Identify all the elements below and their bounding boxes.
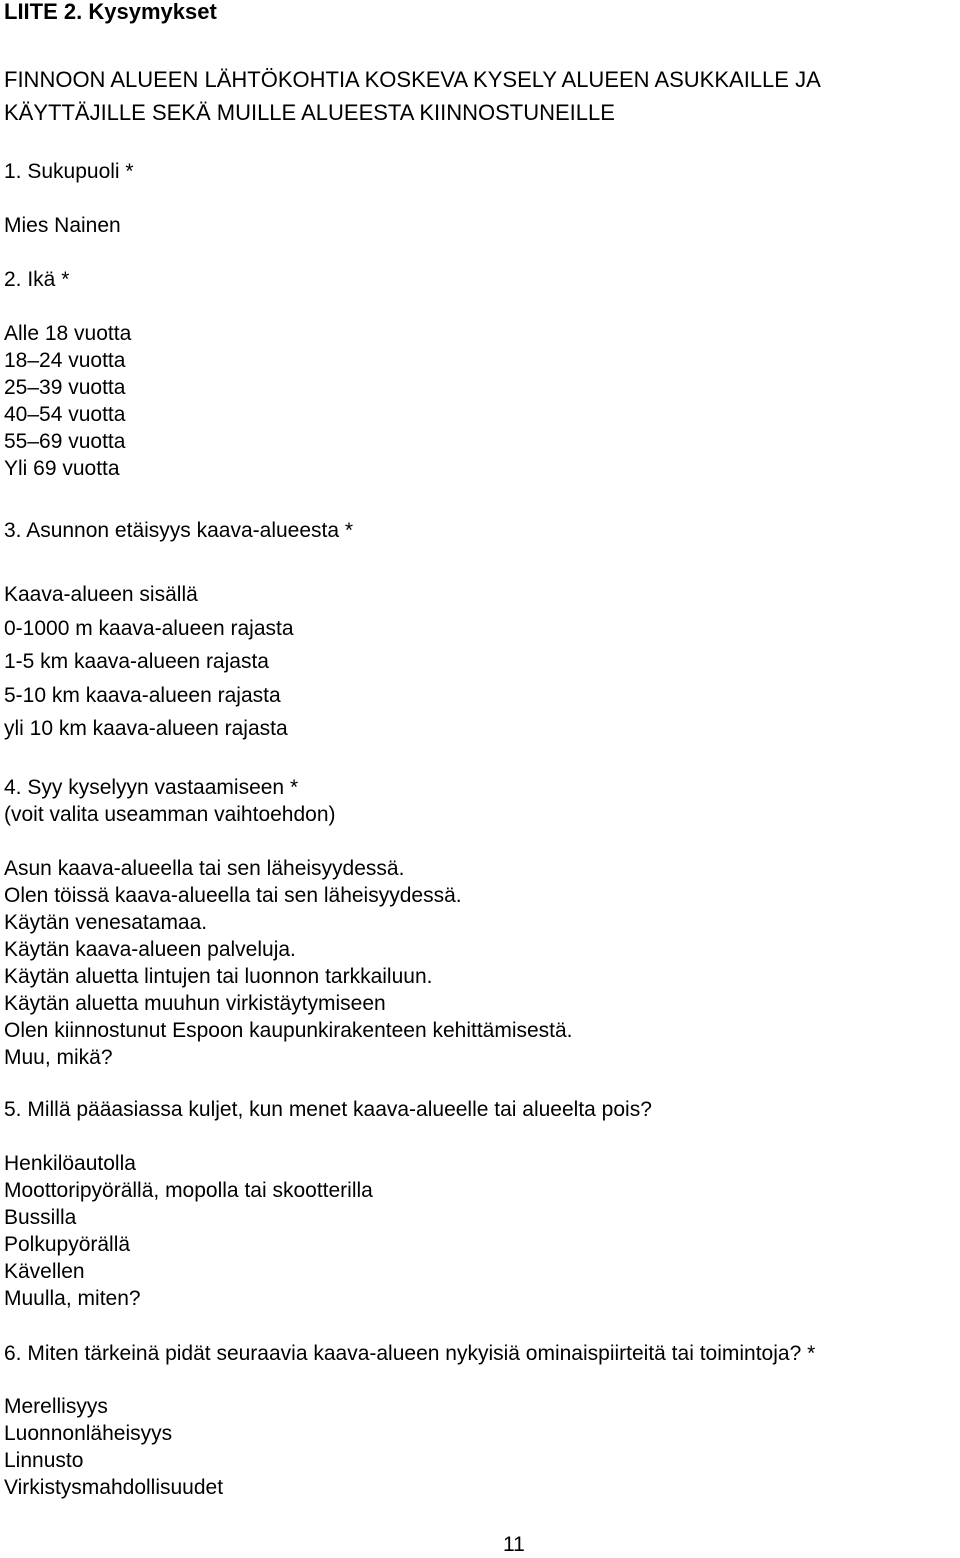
option-item: 55–69 vuotta bbox=[4, 430, 126, 453]
question-2-text: 2. Ikä * bbox=[4, 268, 70, 291]
option-item: Moottoripyörällä, mopolla tai skootterilla bbox=[4, 1179, 373, 1202]
option-item: 0-1000 m kaava-alueen rajasta bbox=[4, 616, 294, 640]
option-item: Linnusto bbox=[4, 1449, 84, 1472]
question-5-text: 5. Millä pääasiassa kuljet, kun menet kaava-alueelle tai alueelta pois? bbox=[4, 1098, 652, 1121]
question-4-options bbox=[4, 855, 573, 1071]
question-3-options bbox=[4, 578, 294, 746]
option-item: 25–39 vuotta bbox=[4, 376, 126, 399]
option-item: Muulla, miten? bbox=[4, 1287, 141, 1310]
option-item: Virkistysmahdollisuudet bbox=[4, 1476, 224, 1499]
option-item: Luonnonläheisyys bbox=[4, 1422, 173, 1445]
survey-title-line: FINNOON ALUEEN LÄHTÖKOHTIA KOSKEVA KYSELY ALUEEN ASUKKAILLE JA bbox=[4, 67, 821, 92]
option-item: 1-5 km kaava-alueen rajasta bbox=[4, 650, 269, 673]
question-1-text: 1. Sukupuoli * bbox=[4, 160, 134, 183]
option-item: Käytän aluetta lintujen tai luonnon tarkkailuun. bbox=[4, 965, 433, 988]
question-6-options bbox=[4, 1393, 223, 1501]
option-item: Kaava-alueen sisällä bbox=[4, 583, 198, 606]
option-item: Olen kiinnostunut Espoon kaupunkirakenteen kehittämisestä. bbox=[4, 1019, 573, 1042]
question-4-text: 4. Syy kyselyyn vastaamiseen * bbox=[4, 776, 299, 799]
option-item: 18–24 vuotta bbox=[4, 349, 126, 372]
option-item: Asun kaava-alueella tai sen läheisyydessä. bbox=[4, 857, 405, 880]
question-3-text: 3. Asunnon etäisyys kaava-alueesta * bbox=[4, 519, 354, 542]
option-item: Merellisyys bbox=[4, 1395, 108, 1418]
option-item: Bussilla bbox=[4, 1206, 77, 1229]
question-5-options bbox=[4, 1150, 373, 1312]
option-item: 40–54 vuotta bbox=[4, 403, 126, 426]
page-number: 11 bbox=[503, 1533, 525, 1556]
question-1-options bbox=[4, 212, 121, 239]
option-item: Olen töissä kaava-alueella tai sen läheisyydessä. bbox=[4, 884, 462, 907]
option-item: 5-10 km kaava-alueen rajasta bbox=[4, 683, 281, 707]
option-item: Muu, mikä? bbox=[4, 1046, 113, 1069]
option-item: Kävellen bbox=[4, 1260, 85, 1283]
survey-title-line: KÄYTTÄJILLE SEKÄ MUILLE ALUEESTA KIINNOSTUNEILLE bbox=[4, 100, 615, 125]
option-item: Mies Nainen bbox=[4, 214, 121, 237]
option-item: Polkupyörällä bbox=[4, 1233, 131, 1256]
option-item: Yli 69 vuotta bbox=[4, 457, 120, 480]
survey-title bbox=[4, 63, 954, 129]
question-4-note: (voit valita useamman vaihtoehdon) bbox=[4, 803, 336, 826]
appendix-title: LIITE 2. Kysymykset bbox=[4, 0, 217, 24]
option-item: Käytän kaava-alueen palveluja. bbox=[4, 938, 296, 961]
option-item: Käytän aluetta muuhun virkistäytymiseen bbox=[4, 992, 386, 1015]
option-item: Käytän venesatamaa. bbox=[4, 911, 208, 934]
option-item: Alle 18 vuotta bbox=[4, 322, 132, 345]
option-item: yli 10 km kaava-alueen rajasta bbox=[4, 717, 288, 740]
option-item: Henkilöautolla bbox=[4, 1152, 136, 1175]
question-2-options bbox=[4, 320, 131, 482]
question-6-text: 6. Miten tärkeinä pidät seuraavia kaava-alueen nykyisiä ominaispiirteitä tai toimintoja? * bbox=[4, 1342, 816, 1365]
